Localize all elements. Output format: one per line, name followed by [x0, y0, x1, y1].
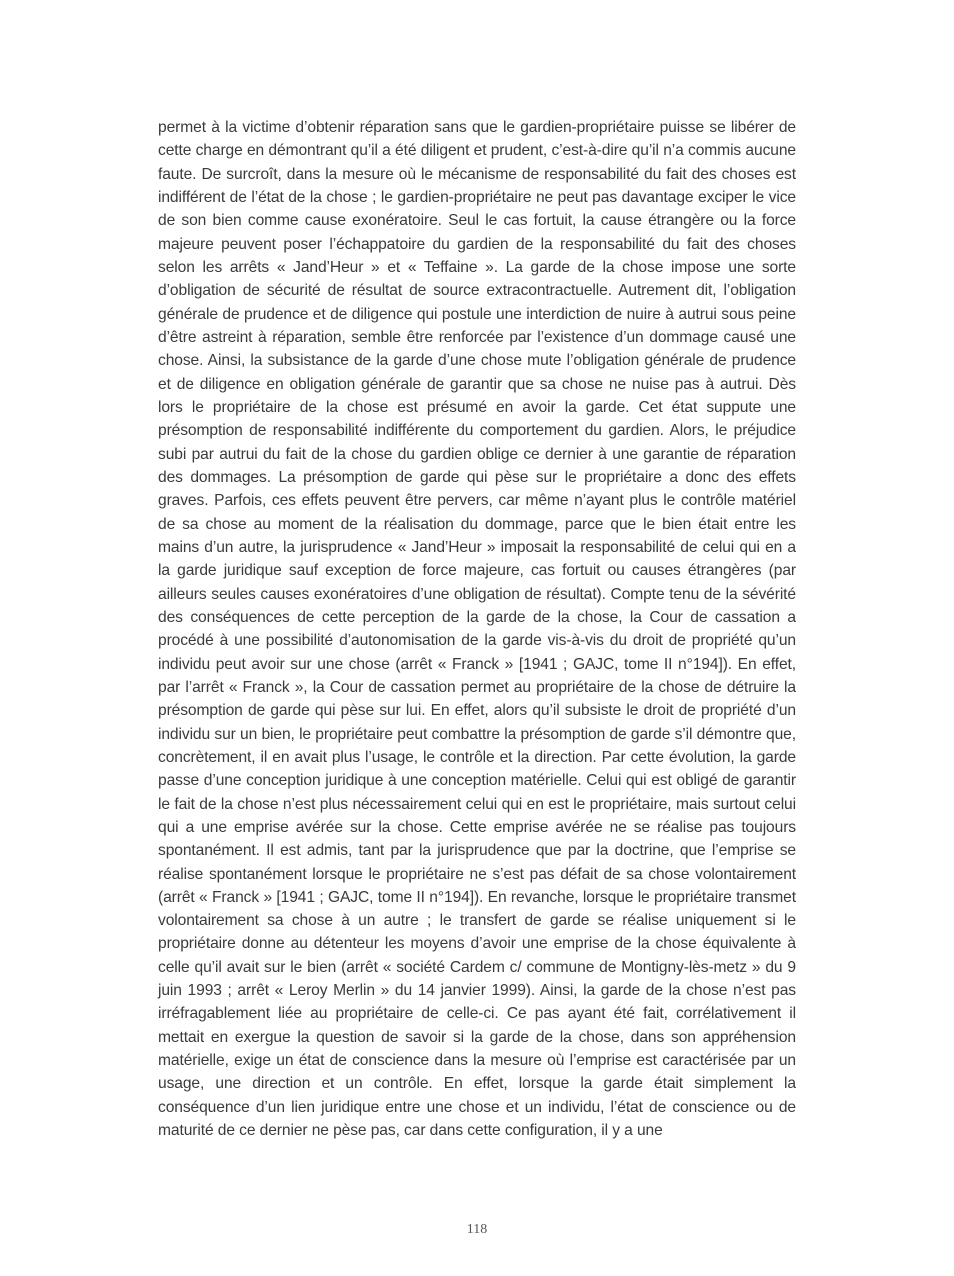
page-number: 118 [466, 1222, 488, 1237]
body-paragraph: permet à la victime d’obtenir réparation sans que le gardien-propriétaire puisse se libérer de cette charge en démontrant qu’il a été diligent et prudent, c’est-à-dire qu’il n’a commis aucune faute. De surcroît, dans la mesure où le mécanisme de responsabilité du fait des choses est indifférent de l’état de la chose ; le gardien-propriétaire ne peut pas davantage exciper le vice de son bien comme cause exonératoire. Seul le cas fortuit, la cause étrangère ou la force majeure peuvent poser l’échappatoire du gardien de la responsabilité du fait des choses selon les arrêts « Jand’Heur » et « Teffaine ». La garde de la chose impose une sorte d’obligation de sécurité de résultat de source extracontractuelle. Autrement dit, l’obligation générale de prudence et de diligence qui postule une interdiction de nuire à autrui sous peine d’être astreint à réparation, semble être renforcée par l’existence d’un dommage causé une chose. Ainsi, la subsistance de la garde d’une chose mute l’obligation générale de prudence et de diligence en obligation générale de garantir que sa chose ne nuise pas à autrui. Dès lors le propriétaire de la chose est présumé en avoir la garde. Cet état suppute une présomption de responsabilité indifférente du comportement du gardien. Alors, le préjudice subi par autrui du fait de la chose du gardien oblige ce dernier à une garantie de réparation des dommages. La présomption de garde qui pèse sur le propriétaire a donc des effets graves. Parfois, ces effets peuvent être pervers, car même n’ayant plus le contrôle matériel de sa chose au moment de la réalisation du dommage, parce que le bien était entre les mains d’un autre, la jurisprudence « Jand’Heur » imposait la responsabilité de celui qui en a la garde juridique sauf exception de force majeure, cas fortuit ou causes étrangères (par ailleurs seules causes exonératoires d’une obligation de résultat). Compte tenu de la sévérité des conséquences de cette perception de la garde de la chose, la Cour de cassation a procédé à une possibilité d’autonomisation de la garde vis-à-vis du droit de propriété qu’un individu peut avoir sur une chose (arrêt « Franck » [1941 ; GAJC, tome II n°194]). En effet, par l’arrêt « Franck », la Cour de cassation permet au propriétaire de la chose de détruire la présomption de garde qui pèse sur lui. En effet, alors qu’il subsiste le droit de propriété d’un individu sur un bien, le propriétaire peut combattre la présomption de garde s’il démontre que, concrètement, il en avait plus l’usage, le contrôle et la direction. Par cette évolution, la garde passe d’une conception juridique à une conception matérielle. Celui qui est obligé de garantir le fait de la chose n’est plus nécessairement celui qui en est le propriétaire, mais surtout celui qui a une emprise avérée sur la chose. Cette emprise avérée ne se réalise pas toujours spontanément. Il est admis, tant par la jurisprudence que par la doctrine, que l’emprise se réalise spontanément lorsque le propriétaire ne s’est pas défait de sa chose volontairement (arrêt « Franck » [1941 ; GAJC, tome II n°194]). En revanche, lorsque le propriétaire transmet volontairement sa chose à un autre ; le transfert de garde se réalise uniquement si le propriétaire donne au détenteur les moyens d’avoir une emprise de la chose équivalente à celle qu’il avait sur le bien (arrêt « société Cardem c/ commune de Montigny-lès-metz » du 9 juin 1993 ; arrêt « Leroy Merlin » du 14 janvier 1999). Ainsi, la garde de la chose n’est pas irréfragablement liée au propriétaire de celle-ci. Ce pas ayant été fait, corrélativement il mettait en exergue la question de savoir si la garde de la chose, dans son appréhension matérielle, exige un état de conscience dans la mesure où l’emprise est caractérisée par un usage, une direction et un contrôle. En effet, lorsque la garde était simplement la conséquence d’un lien juridique entre une chose et un individu, l’état de conscience ou de maturité de ce dernier ne pèse pas, car dans cette configuration, il y a une [158, 119, 796, 1140]
